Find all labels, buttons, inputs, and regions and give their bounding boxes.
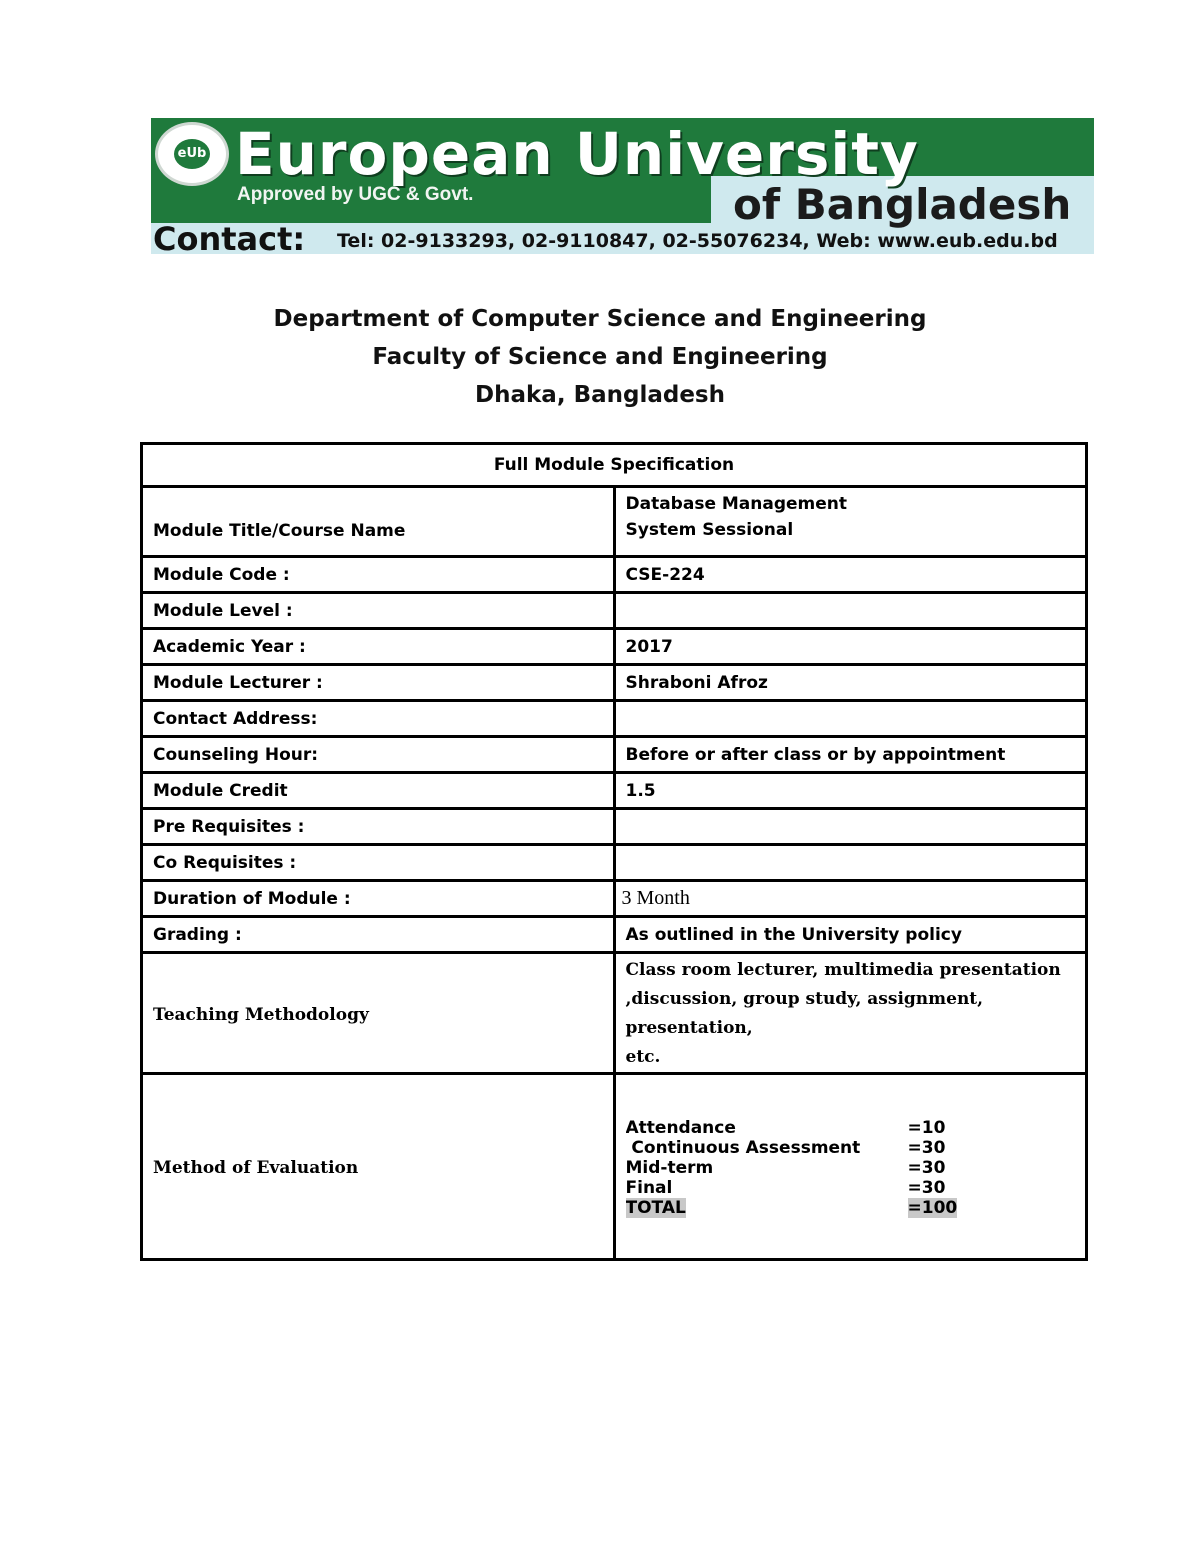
evaluation-name: Continuous Assessment — [625, 1137, 861, 1158]
value-line: Database Management — [625, 494, 848, 514]
evaluation-item — [626, 1138, 1076, 1158]
evaluation-name: Final — [625, 1177, 673, 1198]
row-value: Shraboni Afroz — [614, 665, 1087, 701]
row-value: Before or after class or by appointment — [614, 737, 1087, 773]
row-value — [614, 845, 1087, 881]
evaluation-name: TOTAL — [625, 1197, 686, 1218]
university-name: European University — [235, 120, 919, 188]
row-label: Module Code : — [142, 557, 615, 593]
evaluation-breakdown — [614, 1074, 1087, 1260]
evaluation-total-score-cell — [908, 1198, 1076, 1218]
university-banner — [151, 118, 1094, 258]
evaluation-name: Attendance — [625, 1117, 736, 1138]
evaluation-score: =30 — [907, 1157, 946, 1178]
row-label: Co Requisites : — [142, 845, 615, 881]
table-row — [142, 881, 1087, 917]
row-value: 3 Month — [614, 881, 1087, 917]
evaluation-item — [626, 1158, 1076, 1178]
row-value — [614, 593, 1087, 629]
evaluation-score: =100 — [907, 1197, 958, 1218]
table-row — [142, 737, 1087, 773]
row-value: 2017 — [614, 629, 1087, 665]
faculty-heading: Faculty of Science and Engineering — [372, 344, 828, 370]
evaluation-total — [626, 1198, 1076, 1218]
row-label: Duration of Module : — [142, 881, 615, 917]
table-row — [142, 557, 1087, 593]
approval-text: Approved by UGC & Govt. — [237, 184, 474, 205]
row-label: Module Level : — [142, 593, 615, 629]
table-row — [142, 773, 1087, 809]
row-label: Teaching Methodology — [142, 953, 615, 1074]
evaluation-score: =30 — [907, 1137, 946, 1158]
location-heading: Dhaka, Bangladesh — [475, 382, 725, 408]
table-row — [142, 809, 1087, 845]
row-label: Method of Evaluation — [142, 1074, 615, 1260]
contact-label: Contact: — [153, 220, 306, 258]
value-line: System Sessional — [625, 520, 794, 540]
row-value — [614, 809, 1087, 845]
table-row — [142, 701, 1087, 737]
row-value — [614, 701, 1087, 737]
row-value: CSE-224 — [614, 557, 1087, 593]
value-line: etc. — [625, 1047, 661, 1067]
evaluation-score: =10 — [907, 1117, 946, 1138]
value-line: Class room lecturer, multimedia presentation — [625, 960, 1061, 980]
table-row — [142, 917, 1087, 953]
row-label: Grading : — [142, 917, 615, 953]
evaluation-item — [626, 1118, 1076, 1138]
table-row — [142, 629, 1087, 665]
evaluation-table — [626, 1118, 1076, 1218]
row-label: Pre Requisites : — [142, 809, 615, 845]
module-specification-table — [140, 442, 1088, 1261]
table-row — [142, 593, 1087, 629]
department-heading: Department of Computer Science and Engineering — [273, 306, 927, 332]
evaluation-item — [626, 1178, 1076, 1198]
row-label: Academic Year : — [142, 629, 615, 665]
evaluation-score: =30 — [907, 1177, 946, 1198]
evaluation-total-label-cell — [626, 1198, 908, 1218]
university-logo — [155, 122, 229, 186]
row-value: 1.5 — [614, 773, 1087, 809]
university-country: of Bangladesh — [733, 180, 1072, 229]
row-label: Module Credit — [142, 773, 615, 809]
row-value — [614, 953, 1087, 1074]
table-row — [142, 487, 1087, 557]
table-title-row — [142, 444, 1087, 487]
value-line: ,discussion, group study, assignment, presentation, — [625, 989, 984, 1038]
table-row — [142, 665, 1087, 701]
logo-text: eUb — [174, 139, 210, 169]
row-value — [614, 487, 1087, 557]
row-label: Contact Address: — [142, 701, 615, 737]
row-value: As outlined in the University policy — [614, 917, 1087, 953]
row-label: Module Title/Course Name — [142, 487, 615, 557]
table-row — [142, 845, 1087, 881]
table-row — [142, 953, 1087, 1074]
row-label: Module Lecturer : — [142, 665, 615, 701]
evaluation-name: Mid-term — [625, 1157, 714, 1178]
table-title: Full Module Specification — [142, 444, 1087, 487]
contact-details: Tel: 02-9133293, 02-9110847, 02-55076234, Web: www.eub.edu.bd — [337, 230, 1058, 252]
row-label: Counseling Hour: — [142, 737, 615, 773]
evaluation-row — [142, 1074, 1087, 1260]
